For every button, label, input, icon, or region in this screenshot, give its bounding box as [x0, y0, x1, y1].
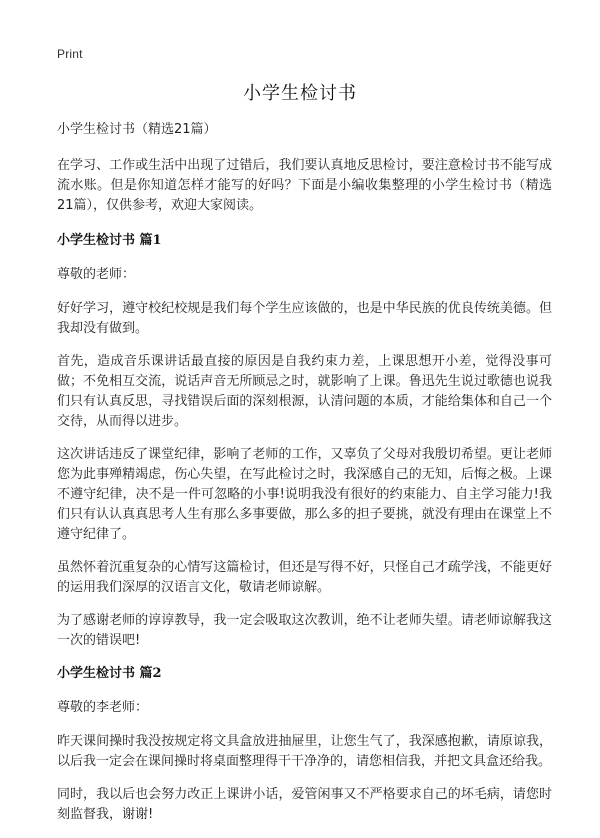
body-paragraph: 为了感谢老师的谆谆教导，我一定会吸取这次教训，绝不让老师失望。请老师谅解我这一次的错误吧! [57, 613, 552, 648]
body-paragraph: 昨天课间操时我没按规定将文具盒放进抽屉里，让您生气了，我深感抱歉，请原谅我，以后我一定会在课间操时将桌面整理得干干净净的，请您相信我，并把文具盒还给我。 [57, 734, 552, 769]
body-paragraph: 同时，我以后也会努力改正上课讲小话，爱管闲事又不严格要求自己的坏毛病，请您时刻监督我，谢谢! [57, 787, 552, 822]
section-greeting: 尊敬的老师： [57, 267, 136, 282]
section-heading: 小学生检讨书 篇1 [57, 233, 162, 248]
body-paragraph: 好好学习，遵守校纪校规是我们每个学生应该做的，也是中华民族的优良传统美德。但我却没有做到。 [57, 301, 552, 336]
body-paragraph: 虽然怀着沉重复杂的心情写这篇检讨，但还是写得不好，只怪自己才疏学浅，不能更好的运用我们深厚的汉语言文化，敬请老师谅解。 [57, 560, 552, 595]
body-paragraph: 首先，造成音乐课讲话最直接的原因是自我约束力差，上课思想开小差，觉得没事可做；不免相互交流，说话声音无所顾忌之时，就影响了上课。鲁迅先生说过歌德也说我们只有认真反思，寻找错误后面的深刻根源，认清问题的本质，才能给集体和自己一个交待，从而得以进步。 [57, 354, 552, 429]
print-link[interactable]: Print [57, 47, 83, 61]
body-paragraph: 这次讲话违反了课堂纪律，影响了老师的工作，又辜负了父母对我殷切希望。更让老师您为此事殚精竭虑，伤心失望，在写此检讨之时，我深感自己的无知，后悔之极。上课不遵守纪律，决不是一件可忽略的小事!说明我没有很好的约束能力、自主学习能力!我们只有认认真真思考人生有那么多事要做，那么多的担子要挑，就没有理由在课堂上不遵守纪律了。 [57, 447, 552, 542]
document-body [57, 120, 552, 838]
section-2 [57, 664, 552, 825]
document-subtitle: 小学生检讨书（精选21篇） [57, 122, 217, 137]
section-1 [57, 231, 552, 651]
intro-paragraph: 在学习、工作或生活中出现了过错后，我们要认真地反思检讨，要注意检讨书不能写成流水账。但是你知道怎样才能写的好吗？下面是小编收集整理的小学生检讨书（精选21篇），仅供参考，欢迎大家阅读。 [57, 158, 552, 213]
document-title: 小学生检讨书 [243, 83, 357, 104]
section-greeting: 尊敬的李老师： [57, 700, 149, 715]
section-heading: 小学生检讨书 篇2 [57, 666, 162, 681]
